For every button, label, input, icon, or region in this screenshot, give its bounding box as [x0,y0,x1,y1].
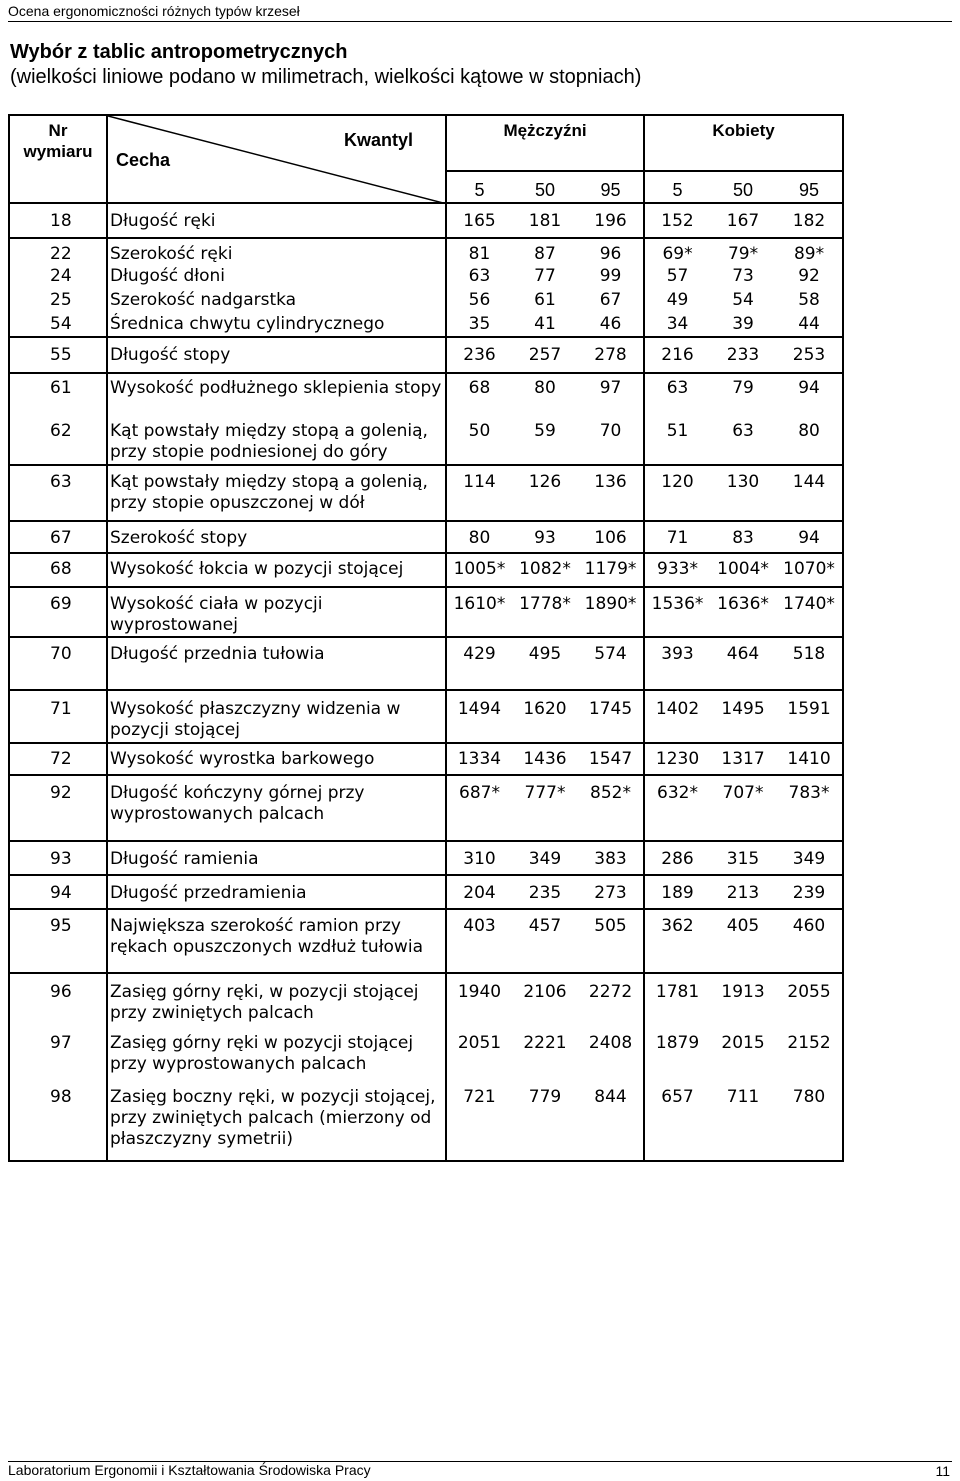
cell-value: 59 [534,421,556,441]
cell-value: 460 [776,909,843,973]
table-row [9,775,843,841]
cell-value: 349 [776,841,843,875]
cell-nr: 92 [9,775,107,841]
cell-value: 92 [776,265,843,289]
cell-cecha: Kąt powstały między stopą a golenią, przy stopie podniesionej do góry [107,417,446,465]
cell-value: 63 [446,265,512,289]
cell-value: 1547 [578,743,644,775]
cell-value: 81 [446,238,512,265]
cell-value: 2015 [721,1033,765,1053]
table-row [9,337,843,373]
cell-value: 286 [644,841,710,875]
cell-value: 34 [644,313,710,337]
cell-cecha: Średnica chwytu cylindrycznego [107,313,446,337]
page-number: 11 [935,1463,950,1479]
table-row [9,203,843,238]
cell-value: 2106 [512,973,578,1027]
cell-value: 844 [578,1081,644,1161]
cell-cecha: Długość kończyny górnej przy wyprostowanych palcach [107,775,446,841]
cell-value: 136 [578,465,644,521]
page-subtitle: (wielkości liniowe podano w milimetrach, wielkości kątowe w stopniach) [10,66,642,88]
cell-value: 67 [599,290,622,310]
cell-value: 1879 [644,1027,710,1081]
cell-cecha: Długość stopy [107,337,446,373]
cell-value: 1745 [578,690,644,743]
cell-value: 1402 [644,690,710,743]
cell-value: 120 [644,465,710,521]
cell-cecha: Szerokość ręki [107,238,446,265]
cell-value: 216 [644,337,710,373]
cell-value: 2152 [776,1027,843,1081]
group-header-men: Mężczyźni [446,115,644,171]
cell-value: 63 [644,373,710,417]
anthropometric-table [8,114,844,1162]
cell-nr: 96 [9,973,107,1027]
cell-value: 204 [446,875,512,909]
column-header-kwantyl: Kwantyl [344,130,414,150]
quantile-header: 5 [446,171,512,203]
quantile-header: 95 [578,171,644,203]
cell-cecha: Wysokość podłużnego sklepienia stopy [107,373,446,417]
cell-value: 1082* [512,553,578,587]
cell-value: 253 [776,337,843,373]
cell-value: 213 [710,875,776,909]
cell-cecha: Zasięg boczny ręki, w pozycji stojącej, przy zwiniętych palcach (mierzony od płaszczyzny symetrii) [107,1081,446,1161]
cell-value: 80 [512,373,578,417]
cell-value: 165 [446,203,512,238]
table-row [9,875,843,909]
page-title: Wybór z tablic antropometrycznych [10,41,348,63]
cell-value: 239 [776,875,843,909]
table-row [9,553,843,587]
cell-value: 362 [644,909,710,973]
cell-value: 2272 [578,973,644,1027]
cell-value: 464 [710,637,776,690]
cell-cecha: Długość ramienia [107,841,446,875]
cell-value: 1610* [446,587,512,637]
cell-cecha: Wysokość ciała w pozycji wyprostowanej [107,587,446,637]
cell-cecha: Wysokość łokcia w pozycji stojącej [107,553,446,587]
table-row [9,690,843,743]
cell-cecha: Wysokość wyrostka barkowego [107,743,446,775]
quantile-header: 5 [644,171,710,203]
cell-value: 70 [599,421,622,441]
cell-cecha: Kąt powstały między stopą a golenią, przy stopie opuszczonej w dół [107,465,446,521]
cell-value: 405 [710,909,776,973]
cell-value: 657 [644,1081,710,1161]
cell-value: 2051 [446,1027,512,1081]
cell-value: 852* [578,775,644,841]
cell-value: 71 [644,521,710,553]
table-row [9,637,843,690]
cell-value: 273 [578,875,644,909]
cell-value: 429 [446,637,512,690]
cell-value: 721 [446,1081,512,1161]
cell-value: 278 [578,337,644,373]
cell-value: 1781 [644,973,710,1027]
cell-value: 1334 [446,743,512,775]
cell-value: 80 [446,521,512,553]
table-row [9,1027,843,1081]
cell-value: 1005* [446,553,512,587]
cell-value: 152 [644,203,710,238]
cell-value: 1890* [578,587,644,637]
cell-value: 349 [512,841,578,875]
quantile-header: 95 [776,171,843,203]
cell-value: 1317 [710,743,776,775]
cell-nr: 63 [9,465,107,521]
cell-nr: 71 [9,690,107,743]
cell-value: 167 [710,203,776,238]
cell-value: 2408 [588,1033,633,1053]
table-row [9,289,843,313]
cell-cecha: Zasięg górny ręki, w pozycji stojącej przy zwiniętych palcach [107,973,446,1027]
cell-value: 61 [534,290,556,310]
cell-value: 933* [644,553,710,587]
table-row [9,1081,843,1161]
cell-value: 49 [644,289,710,313]
cell-value: 182 [776,203,843,238]
column-header-nr [9,115,107,203]
cell-cecha: Długość ręki [107,203,446,238]
table-row [9,313,843,337]
cell-nr: 72 [9,743,107,775]
cell-value: 779 [512,1081,578,1161]
cell-value: 403 [446,909,512,973]
cell-value: 96 [578,238,644,265]
cell-nr: 94 [9,875,107,909]
cell-nr: 98 [9,1081,107,1161]
cell-value: 777* [512,775,578,841]
table-row [9,373,843,417]
table-row [9,841,843,875]
cell-value: 780 [776,1081,843,1161]
table-row [9,909,843,973]
cell-cecha: Długość przedramienia [107,875,446,909]
cell-value: 574 [578,637,644,690]
cell-value: 189 [644,875,710,909]
table-row [9,973,843,1027]
cell-value: 89* [776,238,843,265]
table-row [9,743,843,775]
cell-nr: 55 [9,337,107,373]
cell-value: 1230 [644,743,710,775]
footer-lab-name: Laboratorium Ergonomii i Kształtowania Środowiska Pracy [8,1462,371,1478]
cell-value: 1410 [776,743,843,775]
cell-nr: 67 [9,521,107,553]
running-header: Ocena ergonomiczności różnych typów krzeseł [8,3,300,19]
cell-value: 46 [599,314,622,334]
cell-nr: 25 [9,289,107,313]
cell-value: 1495 [710,690,776,743]
cell-value: 79 [710,373,776,417]
cell-value: 1436 [512,743,578,775]
table-row [9,465,843,521]
cell-value: 99 [599,266,622,286]
cell-value: 58 [776,289,843,313]
cell-value: 783* [776,775,843,841]
cell-value: 56 [446,289,512,313]
cell-cecha: Wysokość płaszczyzny widzenia w pozycji stojącej [107,690,446,743]
cell-value: 94 [776,521,843,553]
cell-cecha: Zasięg górny ręki w pozycji stojącej przy wyprostowanych palcach [107,1027,446,1081]
table-row [9,417,843,465]
cell-value: 1494 [446,690,512,743]
cell-value: 114 [446,465,512,521]
cell-value: 1620 [512,690,578,743]
cell-nr: 61 [9,373,107,417]
group-header-women: Kobiety [644,115,843,171]
cell-value: 39 [732,314,754,334]
cell-value: 1536* [644,587,710,637]
cell-value: 495 [512,637,578,690]
cell-value: 54 [732,290,754,310]
cell-value: 80 [776,417,843,465]
cell-nr: 69 [9,587,107,637]
cell-cecha: Długość dłoni [107,265,446,289]
cell-value: 518 [776,637,843,690]
cell-value: 707* [710,775,776,841]
cell-nr: 22 [9,238,107,265]
cell-value: 94 [776,373,843,417]
cell-nr: 97 [9,1027,107,1081]
cell-value: 1940 [446,973,512,1027]
table-row [9,587,843,637]
cell-value: 2221 [523,1033,567,1053]
cell-value: 457 [512,909,578,973]
cell-value: 1004* [710,553,776,587]
cell-value: 57 [644,265,710,289]
cell-value: 310 [446,841,512,875]
cell-nr: 70 [9,637,107,690]
quantile-header: 50 [512,171,578,203]
cell-nr: 93 [9,841,107,875]
cell-value: 79* [710,238,776,265]
cell-value: 2055 [776,973,843,1027]
column-header-cecha: Cecha [116,150,171,170]
cell-value: 106 [578,521,644,553]
table-row [9,238,843,265]
cell-nr: 18 [9,203,107,238]
cell-value: 235 [512,875,578,909]
cell-value: 77 [534,266,556,286]
cell-value: 130 [710,465,776,521]
cell-value: 97 [578,373,644,417]
cell-value: 1070* [776,553,843,587]
cell-value: 50 [446,417,512,465]
cell-value: 711 [710,1081,776,1161]
cell-value: 93 [512,521,578,553]
cell-value: 73 [732,266,754,286]
cell-value: 257 [512,337,578,373]
cell-value: 505 [578,909,644,973]
cell-value: 393 [644,637,710,690]
cell-value: 69* [644,238,710,265]
cell-value: 68 [446,373,512,417]
cell-value: 1636* [710,587,776,637]
cell-value: 196 [578,203,644,238]
cell-value: 41 [534,314,556,334]
cell-value: 236 [446,337,512,373]
cell-value: 126 [512,465,578,521]
cell-cecha: Szerokość nadgarstka [107,289,446,313]
column-header-cecha-kwantyl [107,115,446,203]
column-header-nr-label: Nr wymiaru [23,121,93,161]
cell-nr: 54 [9,313,107,337]
cell-nr: 95 [9,909,107,973]
cell-cecha: Długość przednia tułowia [107,637,446,690]
cell-value: 1913 [710,973,776,1027]
cell-value: 687* [446,775,512,841]
cell-value: 1778* [512,587,578,637]
cell-value: 383 [578,841,644,875]
cell-value: 181 [512,203,578,238]
quantile-header: 50 [710,171,776,203]
cell-value: 44 [776,313,843,337]
cell-value: 144 [776,465,843,521]
cell-value: 35 [446,313,512,337]
cell-nr: 62 [9,417,107,465]
cell-value: 233 [710,337,776,373]
cell-value: 1591 [776,690,843,743]
cell-value: 87 [512,238,578,265]
table-row [9,521,843,553]
cell-value: 63 [732,421,754,441]
cell-value: 83 [710,521,776,553]
cell-nr: 68 [9,553,107,587]
cell-value: 1179* [578,553,644,587]
cell-value: 51 [644,417,710,465]
cell-cecha: Największa szerokość ramion przy rękach opuszczonych wzdłuż tułowia [107,909,446,973]
cell-value: 1740* [776,587,843,637]
cell-nr: 24 [9,265,107,289]
cell-cecha: Szerokość stopy [107,521,446,553]
cell-value: 315 [710,841,776,875]
header-rule [8,21,952,22]
cell-value: 632* [644,775,710,841]
table-row [9,265,843,289]
